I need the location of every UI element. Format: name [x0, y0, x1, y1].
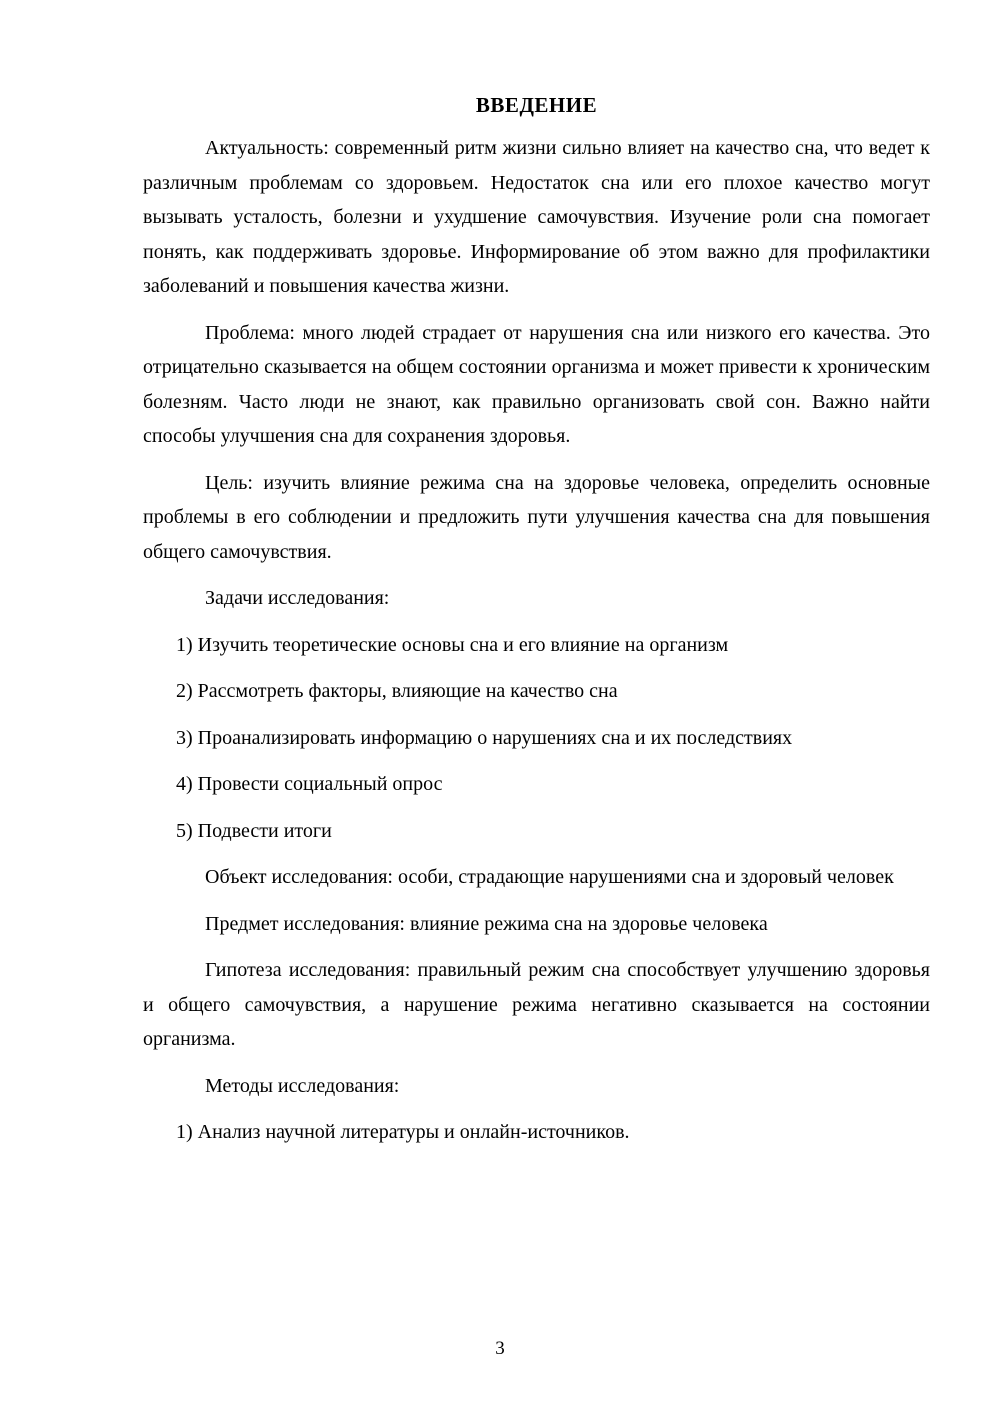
list-item-task-2: 2) Рассмотреть факторы, влияющие на качество сна	[176, 680, 618, 702]
paragraph-hypothesis: Гипотеза исследования: правильный режим сна способствует улучшению здоровья и общего самочувствия, а нарушение режима негативно сказывается на состоянии организма.	[143, 959, 930, 1050]
list-item-task-4: 4) Провести социальный опрос	[176, 773, 443, 795]
list-item-task-3: 3) Проанализировать информацию о нарушениях сна и их последствиях	[176, 726, 793, 749]
page-number: 3	[495, 1338, 505, 1359]
paragraph-problem: Проблема: много людей страдает от нарушения сна или низкого его качества. Это отрицательно сказывается на общем состоянии организма и может привести к хроническим болезням. Часто люди не знают, как правильно организовать свой сон. Важно найти способы улучшения сна для сохранения здоровья.	[143, 321, 930, 447]
paragraph-object: Объект исследования: особи, страдающие нарушениями сна и здоровый человек	[205, 866, 894, 888]
list-item-task-1: 1) Изучить теоретические основы сна и его влияние на организм	[176, 633, 729, 656]
paragraph-subject: Предмет исследования: влияние режима сна на здоровье человека	[205, 912, 768, 935]
list-item-method-1: 1) Анализ научной литературы и онлайн-источников.	[176, 1121, 630, 1143]
paragraph-tasks-heading: Задачи исследования:	[205, 587, 390, 609]
paragraph-goal: Цель: изучить влияние режима сна на здоровье человека, определить основные проблемы в его соблюдении и предложить пути улучшения качества сна для повышения общего самочувствия.	[143, 471, 930, 563]
paragraph-methods-heading: Методы исследования:	[205, 1074, 400, 1097]
paragraph-actuality: Актуальность: современный ритм жизни сильно влияет на качество сна, что ведет к различным проблемам со здоровьем. Недостаток сна или его плохое качество могут вызывать усталость, болезни и ухудшение самочувствия. Изучение роли сна помогает понять, как поддерживать здоровье. Информирование об этом важно для профилактики заболеваний и повышения качества жизни.	[143, 137, 930, 297]
document-title: ВВЕДЕНИЕ	[475, 93, 598, 117]
list-item-task-5: 5) Подвести итоги	[176, 819, 332, 842]
document-content	[143, 93, 930, 1162]
